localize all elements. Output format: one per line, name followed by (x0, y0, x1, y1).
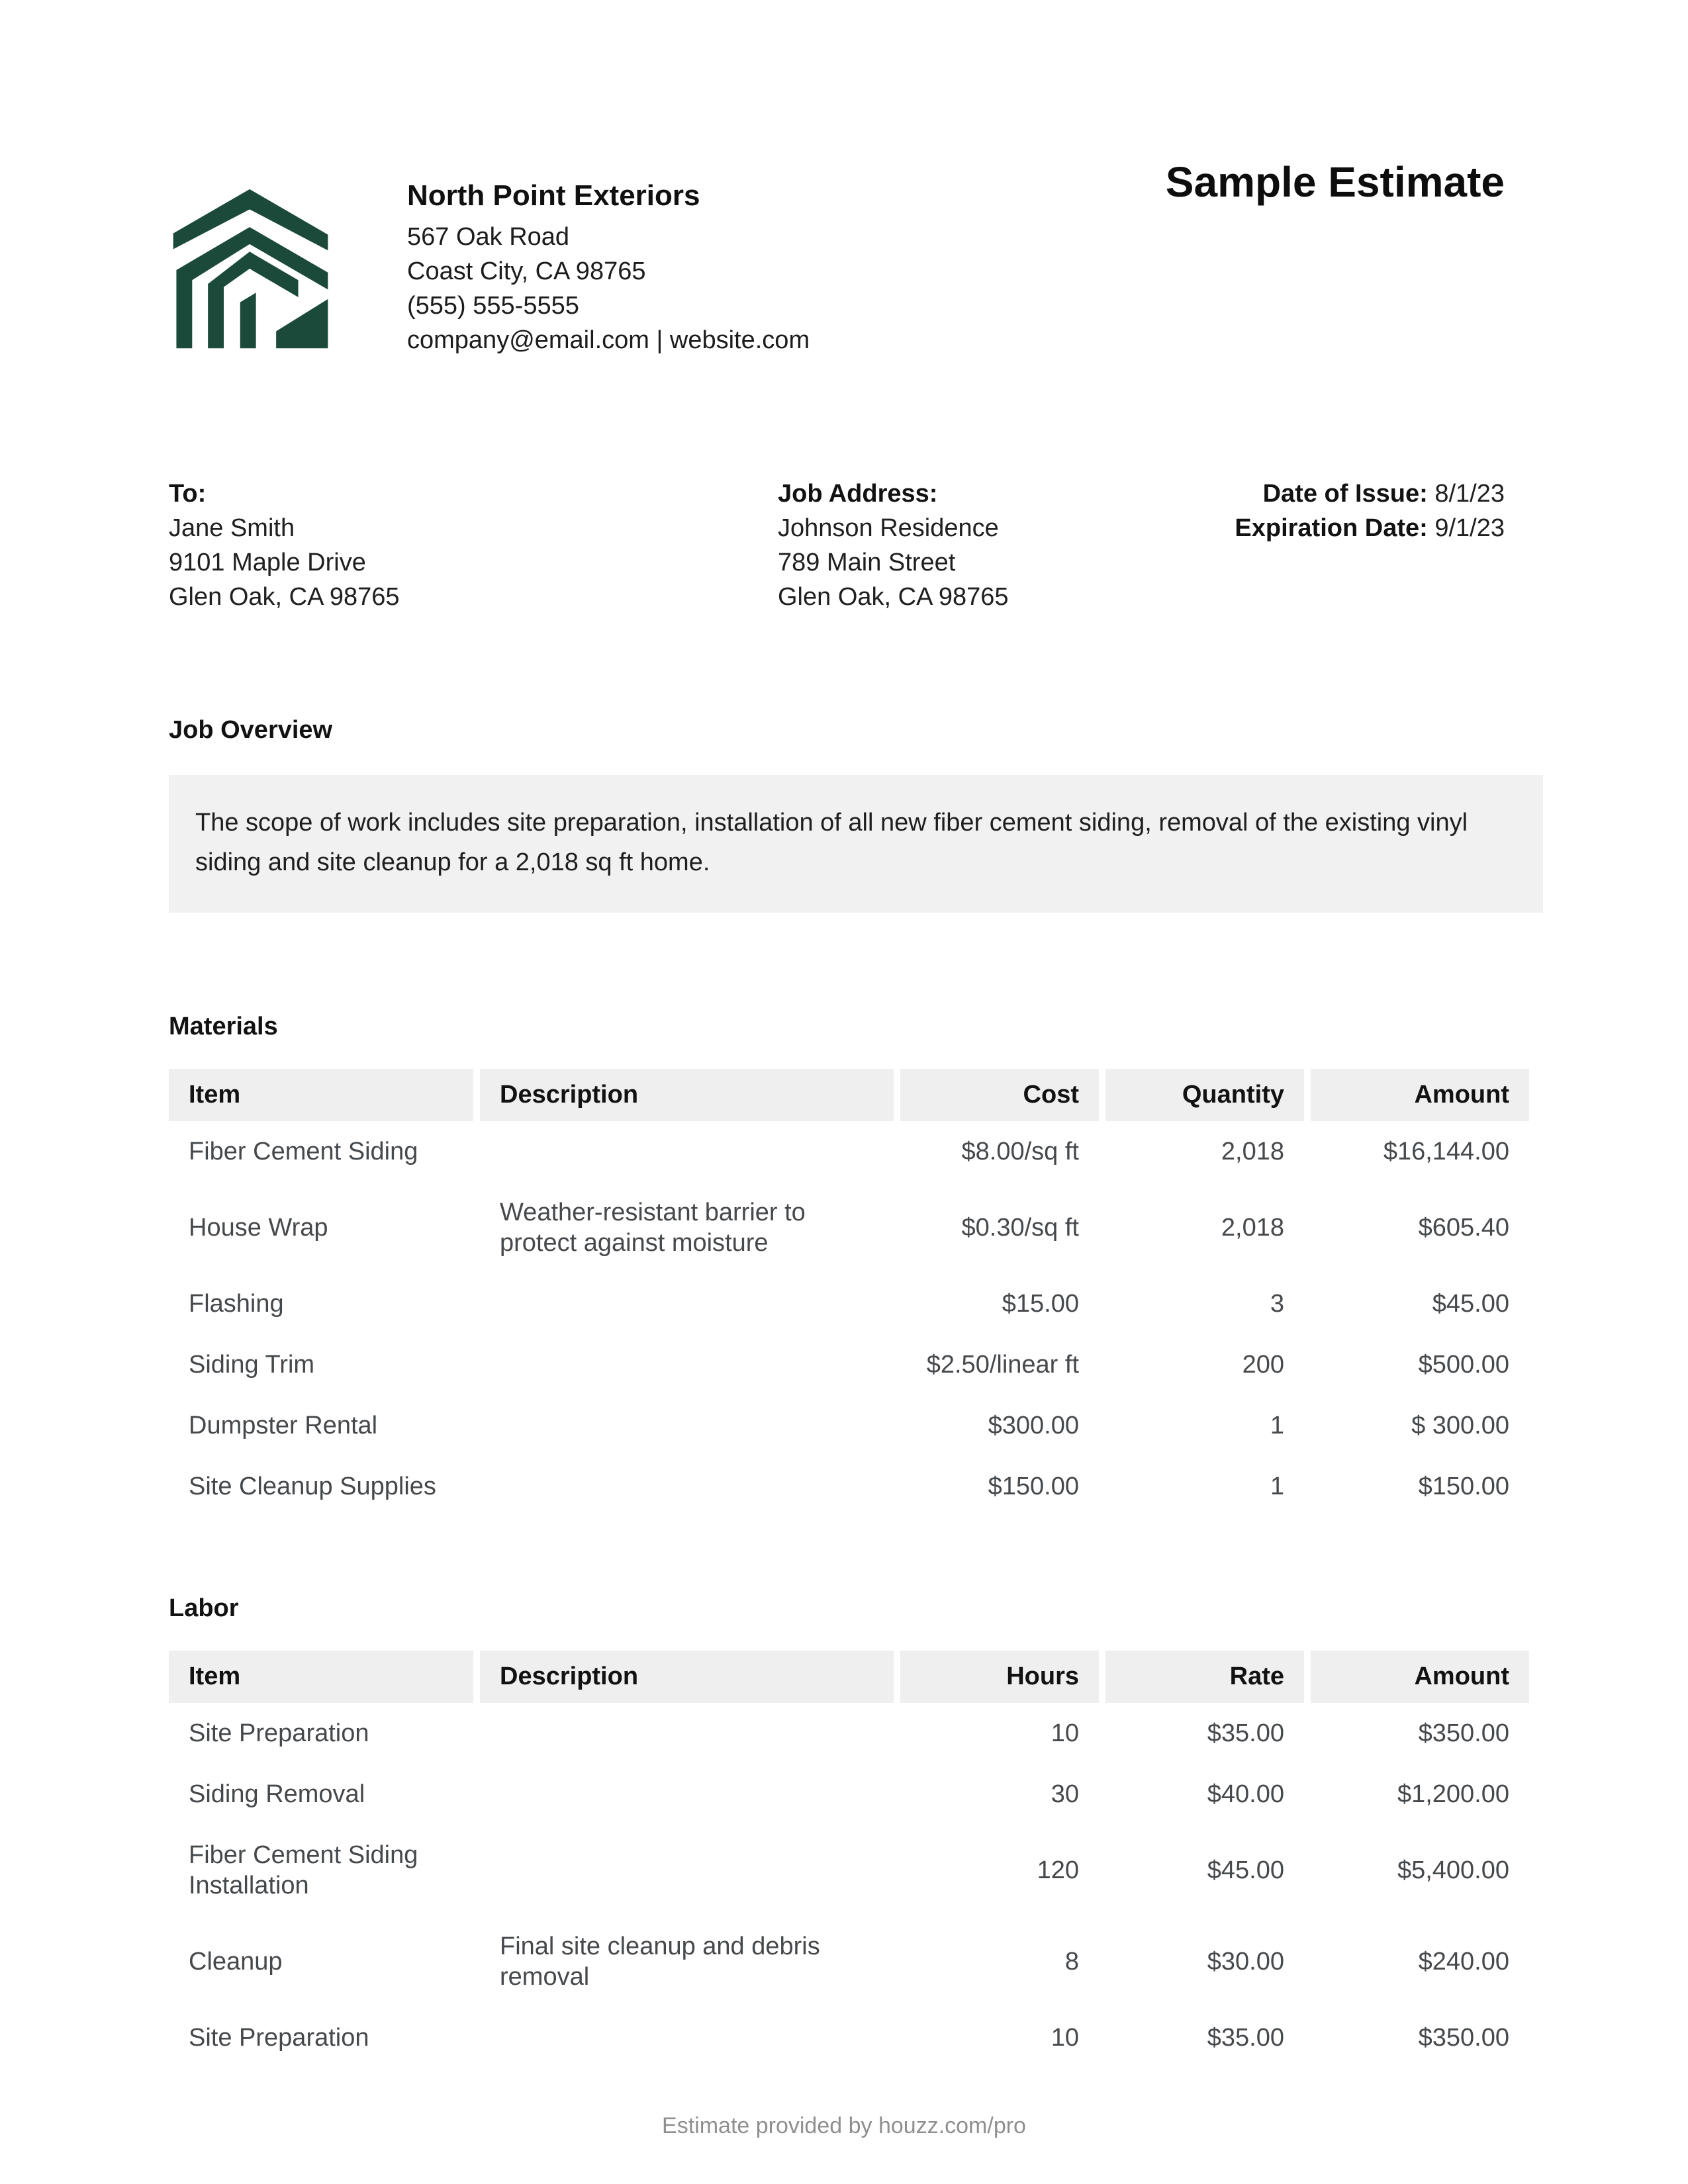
table-cell (480, 1703, 894, 1764)
table-cell: $16,144.00 (1383, 1138, 1509, 1165)
table-cell: $240.00 (1418, 1948, 1509, 1976)
table-cell: Dumpster Rental (189, 1412, 378, 1439)
date-of-issue-label: Date of Issue: (1262, 480, 1428, 508)
table-cell (480, 1395, 894, 1456)
table-cell: $150.00 (988, 1473, 1079, 1500)
table-row (169, 1121, 1529, 1182)
to-city: Glen Oak, CA 98765 (169, 583, 400, 611)
table-cell: Weather-resistant barrier to protect against moisture (500, 1199, 806, 1257)
footer-attribution: Estimate provided by houzz.com/pro (662, 2113, 1026, 2138)
table-cell: 1 (1270, 1412, 1284, 1439)
table-cell: 2,018 (1221, 1214, 1284, 1242)
table-cell: Siding Removal (189, 1780, 365, 1808)
job-address-name: Johnson Residence (778, 514, 999, 542)
to-street: 9101 Maple Drive (169, 549, 366, 576)
table-cell: $30.00 (1207, 1948, 1284, 1976)
table-cell: $15.00 (1002, 1290, 1079, 1318)
date-of-issue-value: 8/1/23 (1434, 480, 1505, 508)
company-phone: (555) 555-5555 (407, 292, 579, 320)
to-label: To: (169, 480, 207, 508)
column-header: Amount (1311, 1651, 1529, 1703)
to-name: Jane Smith (169, 514, 295, 542)
table-row (169, 1395, 1529, 1456)
company-address-line1: 567 Oak Road (407, 223, 570, 251)
job-address-city: Glen Oak, CA 98765 (778, 583, 1009, 611)
table-cell: 8 (1064, 1948, 1079, 1976)
column-header: Quantity (1105, 1069, 1304, 1121)
column-header: Cost (900, 1069, 1099, 1121)
table-cell: Flashing (189, 1290, 284, 1318)
table-cell: $40.00 (1207, 1780, 1284, 1808)
table-cell: Fiber Cement Siding Installation (189, 1841, 418, 1899)
company-name: North Point Exteriors (407, 179, 700, 212)
table-cell (480, 1456, 894, 1517)
bill-to-block (169, 477, 778, 614)
table-cell: Final site cleanup and debris removal (500, 1933, 820, 1991)
job-overview-heading: Job Overview (169, 716, 333, 744)
column-header: Description (480, 1069, 894, 1121)
table-cell: Cleanup (189, 1948, 283, 1976)
job-address-block (778, 477, 1235, 614)
column-header: Item (169, 1651, 473, 1703)
table-cell: House Wrap (189, 1214, 328, 1242)
table-cell: 10 (1051, 1719, 1079, 1747)
table-row (169, 1334, 1529, 1395)
table-cell: 1 (1270, 1473, 1284, 1500)
table-cell: $0.30/sq ft (961, 1214, 1079, 1242)
column-header: Rate (1105, 1651, 1304, 1703)
table-row (169, 1703, 1529, 1764)
column-header: Amount (1311, 1069, 1529, 1121)
company-info (407, 179, 810, 357)
table-cell: $ 300.00 (1411, 1412, 1509, 1439)
materials-heading: Materials (169, 1013, 278, 1040)
striped-house-logo-icon (169, 184, 333, 355)
expiration-date-row (1235, 511, 1505, 545)
job-address-label: Job Address: (778, 480, 938, 508)
column-header: Item (169, 1069, 473, 1121)
table-row (169, 1916, 1529, 2007)
job-overview-text: The scope of work includes site preparation, installation of all new fiber cement siding, removal of the existing vinyl siding and site cleanup for a 2,018 sq ft home. (169, 775, 1543, 913)
table-cell: $35.00 (1207, 2024, 1284, 2052)
table-cell: 3 (1270, 1290, 1284, 1318)
expiration-date-value: 9/1/23 (1434, 514, 1505, 542)
table-cell: $35.00 (1207, 1719, 1284, 1747)
table-cell: $5,400.00 (1397, 1856, 1509, 1884)
table-row (169, 1182, 1529, 1273)
expiration-date-label: Expiration Date: (1235, 514, 1428, 542)
job-address-street: 789 Main Street (778, 549, 956, 576)
table-cell: $300.00 (988, 1412, 1079, 1439)
labor-table (162, 1651, 1536, 2068)
parties-section (169, 477, 1542, 614)
table-cell: $350.00 (1418, 2024, 1509, 2052)
table-cell: 30 (1051, 1780, 1079, 1808)
table-cell (480, 1121, 894, 1182)
table-cell (480, 1334, 894, 1395)
table-row (169, 2007, 1529, 2068)
table-cell: 10 (1051, 2024, 1079, 2052)
table-cell: 120 (1037, 1856, 1079, 1884)
document-title: Sample Estimate (1165, 158, 1505, 206)
table-cell: $45.00 (1207, 1856, 1284, 1884)
dates-block (1235, 477, 1542, 614)
date-of-issue-row (1235, 477, 1505, 511)
table-cell: Site Cleanup Supplies (189, 1473, 436, 1500)
table-row (169, 1273, 1529, 1334)
table-cell: Site Preparation (189, 1719, 369, 1747)
table-cell: $1,200.00 (1397, 1780, 1509, 1808)
company-address-line2: Coast City, CA 98765 (407, 257, 646, 285)
table-cell (480, 1273, 894, 1334)
table-cell: $8.00/sq ft (961, 1138, 1079, 1165)
table-cell: Siding Trim (189, 1351, 315, 1379)
table-cell: 2,018 (1221, 1138, 1284, 1165)
table-cell: $45.00 (1432, 1290, 1509, 1318)
table-row (169, 1825, 1529, 1916)
table-cell (480, 1825, 894, 1916)
column-header: Description (480, 1651, 894, 1703)
document-header (169, 158, 1542, 357)
table-cell: $500.00 (1418, 1351, 1509, 1379)
table-cell: $150.00 (1418, 1473, 1509, 1500)
table-cell: $605.40 (1418, 1214, 1509, 1242)
column-header: Hours (900, 1651, 1099, 1703)
materials-table (162, 1069, 1536, 1517)
table-cell: 200 (1242, 1351, 1284, 1379)
table-cell: Site Preparation (189, 2024, 369, 2052)
company-brand-block (169, 179, 810, 357)
table-cell: Fiber Cement Siding (189, 1138, 418, 1165)
table-cell (480, 2007, 894, 2068)
table-row (169, 1764, 1529, 1825)
table-cell: $350.00 (1418, 1719, 1509, 1747)
table-cell: $2.50/linear ft (926, 1351, 1079, 1379)
table-row (169, 1456, 1529, 1517)
company-contact: company@email.com | website.com (407, 326, 810, 354)
table-cell (480, 1764, 894, 1825)
labor-heading: Labor (169, 1594, 239, 1622)
